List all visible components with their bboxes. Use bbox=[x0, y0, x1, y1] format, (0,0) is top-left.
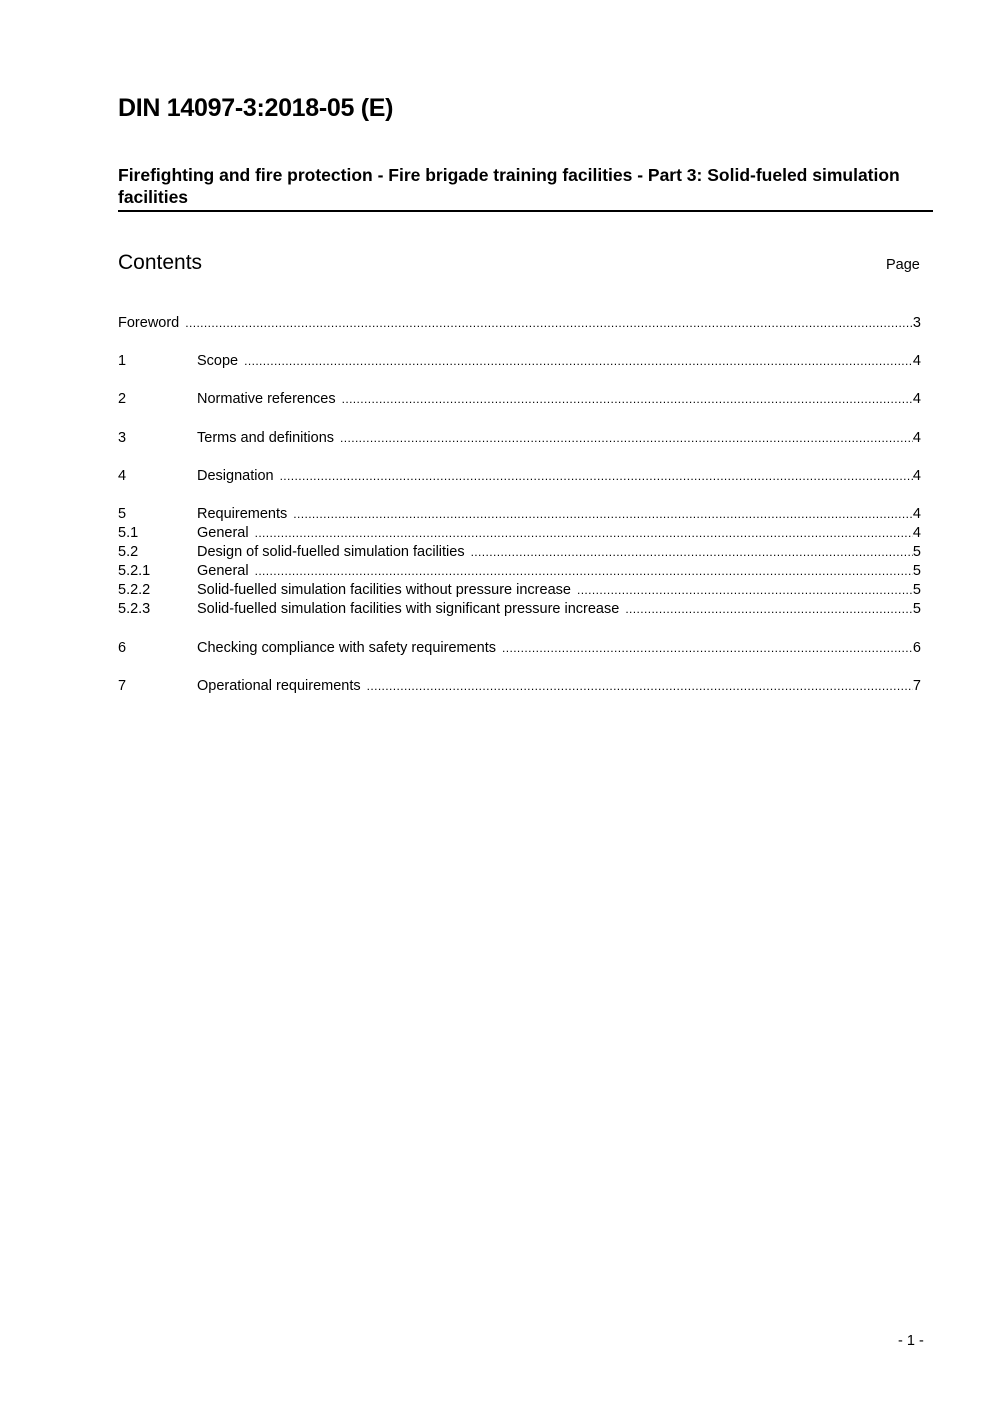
toc-entry-page: 4 bbox=[912, 468, 921, 484]
toc-dot-leader bbox=[255, 563, 913, 579]
toc-entry-number: 2 bbox=[118, 391, 127, 407]
toc-entry-page: 4 bbox=[912, 506, 921, 522]
toc-entry-5-2-3[interactable] bbox=[118, 601, 921, 620]
document-id: DIN 14097-3:2018-05 (E) bbox=[118, 94, 394, 122]
toc-entry-foreword[interactable] bbox=[118, 315, 921, 334]
toc-entry-5-1[interactable] bbox=[118, 525, 921, 544]
toc-entry-page: 5 bbox=[912, 601, 921, 617]
toc-entry-page: 4 bbox=[912, 353, 921, 369]
toc-dot-leader bbox=[367, 678, 913, 694]
toc-entry-5[interactable] bbox=[118, 506, 921, 525]
toc-entry-number: 4 bbox=[118, 468, 127, 484]
toc-entry-title: General bbox=[197, 563, 249, 579]
toc-entry-4[interactable] bbox=[118, 468, 921, 487]
page-number: - 1 - bbox=[898, 1333, 924, 1349]
toc-entry-title: Scope bbox=[197, 353, 239, 369]
toc-entry-page: 6 bbox=[912, 640, 921, 656]
toc-dot-leader bbox=[185, 315, 913, 331]
toc-dot-leader bbox=[577, 582, 913, 598]
toc-entry-7[interactable] bbox=[118, 678, 921, 697]
toc-entry-1[interactable] bbox=[118, 353, 921, 372]
toc-entry-page: 4 bbox=[912, 525, 921, 541]
toc-entry-title: Solid-fuelled simulation facilities without pressure increase bbox=[197, 582, 571, 598]
toc-entry-2[interactable] bbox=[118, 391, 921, 410]
toc-dot-leader bbox=[502, 640, 913, 656]
toc-entry-title: Design of solid-fuelled simulation facilities bbox=[197, 544, 465, 560]
toc-entry-3[interactable] bbox=[118, 430, 921, 449]
toc-entry-title: General bbox=[197, 525, 249, 541]
toc-dot-leader bbox=[340, 430, 913, 446]
toc-entry-number: 5.2.3 bbox=[118, 601, 151, 617]
toc-entry-number: 5.2.2 bbox=[118, 582, 151, 598]
toc-entry-page: 5 bbox=[912, 563, 921, 579]
toc-entry-number: 5.2 bbox=[118, 544, 139, 560]
toc-dot-leader bbox=[342, 391, 913, 407]
toc-dot-leader bbox=[280, 468, 913, 484]
toc-dot-leader bbox=[244, 353, 913, 369]
toc-entry-title: Terms and definitions bbox=[197, 430, 335, 446]
toc-entry-title: Foreword bbox=[118, 315, 180, 331]
toc-entry-number: 7 bbox=[118, 678, 127, 694]
toc-entry-6[interactable] bbox=[118, 640, 921, 659]
toc-entry-title: Requirements bbox=[197, 506, 288, 522]
toc-entry-5-2-1[interactable] bbox=[118, 563, 921, 582]
toc-entry-5-2-2[interactable] bbox=[118, 582, 921, 601]
toc-entry-page: 4 bbox=[912, 391, 921, 407]
toc-dot-leader bbox=[255, 525, 913, 541]
toc-entry-title: Checking compliance with safety requirements bbox=[197, 640, 496, 656]
toc-entry-number: 1 bbox=[118, 353, 127, 369]
toc-entry-number: 6 bbox=[118, 640, 127, 656]
toc-entry-title: Normative references bbox=[197, 391, 336, 407]
toc-entry-number: 5.1 bbox=[118, 525, 139, 541]
toc-entry-number: 5 bbox=[118, 506, 127, 522]
toc-entry-page: 4 bbox=[912, 430, 921, 446]
toc-entry-page: 5 bbox=[912, 544, 921, 560]
toc-dot-leader bbox=[625, 601, 913, 617]
contents-heading: Contents bbox=[118, 251, 203, 274]
toc-entry-number: 3 bbox=[118, 430, 127, 446]
toc-entry-title: Solid-fuelled simulation facilities with significant pressure increase bbox=[197, 601, 620, 617]
document-title: Firefighting and fire protection - Fire brigade training facilities - Part 3: Solid-fueled simulation facilities bbox=[118, 164, 933, 212]
toc-entry-title: Designation bbox=[197, 468, 274, 484]
toc-entry-title: Operational requirements bbox=[197, 678, 361, 694]
toc-entry-5-2[interactable] bbox=[118, 544, 921, 563]
toc-entry-page: 3 bbox=[912, 315, 921, 331]
toc-entry-page: 5 bbox=[912, 582, 921, 598]
toc-entry-page: 7 bbox=[912, 678, 921, 694]
toc-dot-leader bbox=[293, 506, 913, 522]
toc-entry-number: 5.2.1 bbox=[118, 563, 151, 579]
page-column-label: Page bbox=[886, 257, 920, 273]
toc-dot-leader bbox=[471, 544, 913, 560]
